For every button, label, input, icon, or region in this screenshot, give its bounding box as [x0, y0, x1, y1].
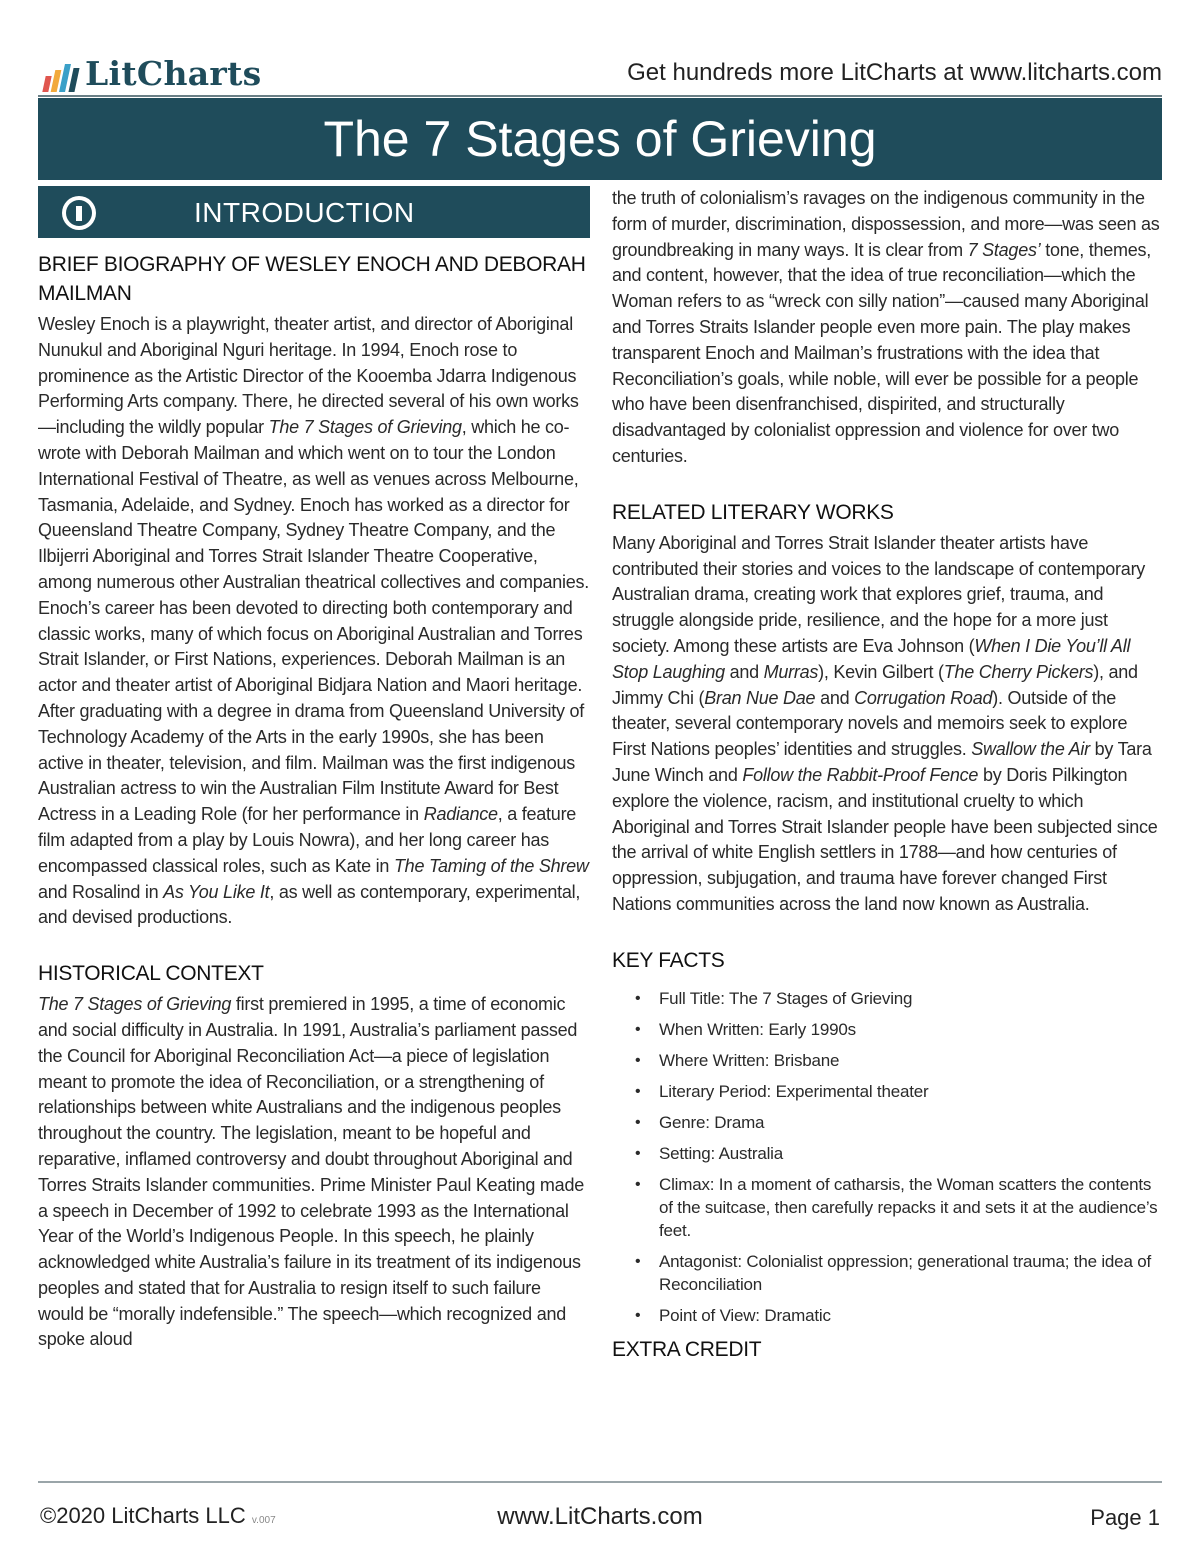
section-header-introduction — [38, 186, 590, 238]
historical-paragraph-continued: the truth of colonialism’s ravages on the indigenous community in the form of murder, discrimination, dispossession, and more—was seen as groundbreaking in many ways. It is clear from 7 Stages’ tone, themes, and content, however, that the idea of true reconciliation—which the Woman refers to as “wreck con silly nation”—caused many Aboriginal and Torres Straits Islander people even more pain. The play makes transparent Enoch and Mailman’s frustrations with the idea that Reconciliation’s goals, while noble, will ever be possible for a people who have been disenfranchised, dispirited, and structurally disadvantaged by colonialist oppression and violence for over two centuries. — [612, 188, 1160, 466]
page-number: Page 1 — [1090, 1505, 1160, 1530]
list-item: • Full Title: The 7 Stages of Grieving — [612, 987, 1162, 1010]
section-title: INTRODUCTION — [194, 197, 415, 228]
list-item: • When Written: Early 1990s — [612, 1018, 1162, 1041]
right-column — [612, 186, 1162, 1364]
bio-heading: BRIEF BIOGRAPHY OF WESLEY ENOCH AND DEBORAH MAILMAN — [38, 253, 586, 305]
historical-paragraph: The 7 Stages of Grieving first premiered in 1995, a time of economic and social difficulty in Australia. In 1991, Australia’s parliament passed the Council for Aboriginal Reconciliation Act—a piece of legislation meant to promote the idea of Reconciliation, or a strengthening of relationships between white Australians and the indigenous peoples throughout the country. The legislation, meant to be hopeful and reparative, inflamed controversy and doubt throughout Aboriginal and Torres Straits Islander communities. Prime Minister Paul Keating made a speech in December of 1992 to celebrate 1993 as the International Year of the World’s Indigenous People. In this speech, he plainly acknowledged white Australia’s failure in its treatment of its indigenous peoples and stated that for Australia to resign itself to such failure would be “morally indefensible.” The speech—which recognized and spoke aloud — [38, 994, 584, 1350]
document-title: The 7 Stages of Grieving — [38, 98, 1162, 180]
list-item: • Where Written: Brisbane — [612, 1049, 1162, 1072]
left-column — [38, 186, 590, 1353]
bio-paragraph: Wesley Enoch is a playwright, theater artist, and director of Aboriginal Nunukul and Aboriginal Nguri heritage. In 1994, Enoch rose to prominence as the Artistic Director of the Kooemba Jdarra Indigenous Performing Arts company. There, he directed several of his own works—including the wildly popular The 7 Stages of Grieving, which he co-wrote with Deborah Mailman and which went on to tour the London International Festival of Theatre, as well as venues across Melbourne, Tasmania, Adelaide, and Sydney. Enoch has worked as a director for Queensland Theatre Company, Sydney Theatre Company, and the Ilbijerri Aboriginal and Torres Strait Islander Theatre Cooperative, among numerous other Australian theatrical collectives and companies. Enoch’s career has been devoted to directing both contemporary and classic works, many of which focus on Aboriginal Australian and Torres Strait Islander, or First Nations, experiences. Deborah Mailman is an actor and theater artist of Aboriginal Bidjara Nation and Maori heritage. After graduating with a degree in drama from Queensland University of Technology Academy of the Arts in the early 1990s, she has been active in theater, television, and film. Mailman was the first indigenous Australian actress to win the Australian Film Institute Award for Best Actress in a Leading Role (for her performance in Radiance, a feature film adapted from a play by Louis Nowra), and her long career has encompassed classical roles, such as Kate in The Taming of the Shrew and Rosalind in As You Like It, as well as contemporary, experimental, and devised productions. — [38, 314, 590, 928]
key-facts-list — [612, 987, 1162, 1327]
related-paragraph: Many Aboriginal and Torres Strait Islander theater artists have contributed their stories and voices to the landscape of contemporary Australian drama, creating work that explores grief, trauma, and struggle alongside pride, resilience, and the hope for a more just society. Among these artists are Eva Johnson (When I Die You’ll All Stop Laughing and Murras), Kevin Gilbert (The Cherry Pickers), and Jimmy Chi (Bran Nue Dae and Corrugation Road). Outside of the theater, several contemporary novels and memoirs seek to explore First Nations peoples’ identities and struggles. Swallow the Air by Tara June Winch and Follow the Rabbit-Proof Fence by Doris Pilkington explore the violence, racism, and institutional cruelty to which Aboriginal and Torres Strait Islander people have been subjected since the arrival of white English settlers in 1788—and how centuries of oppression, subjugation, and trauma have forever changed First Nations communities across the land now known as Australia. — [612, 532, 1158, 914]
extra-credit-heading: EXTRA CREDIT — [612, 1337, 762, 1361]
page-header — [38, 50, 1162, 96]
logo-text: LitCharts — [85, 54, 262, 93]
footer-site-link[interactable]: www.LitCharts.com — [497, 1503, 703, 1530]
footer-copyright: ©2020 LitCharts LLC v.007 — [40, 1503, 276, 1528]
version-label: v.007 — [251, 1515, 276, 1526]
litcharts-logo[interactable] — [44, 52, 262, 92]
key-facts-heading: KEY FACTS — [612, 948, 725, 972]
list-item: • Setting: Australia — [612, 1142, 1162, 1165]
historical-heading: HISTORICAL CONTEXT — [38, 962, 264, 986]
list-item: • Climax: In a moment of catharsis, the Woman scatters the contents of the suitcase, then carefully repacks it and sets it at the audience’s feet. — [612, 1173, 1162, 1242]
list-item: • Genre: Drama — [612, 1111, 1162, 1134]
logo-bars-icon — [44, 64, 77, 92]
info-icon — [62, 196, 96, 230]
related-heading: RELATED LITERARY WORKS — [612, 500, 894, 524]
footer-divider — [38, 1481, 1162, 1483]
header-divider — [38, 95, 1162, 97]
list-item: • Antagonist: Colonialist oppression; generational trauma; the idea of Reconciliation — [612, 1250, 1162, 1296]
header-tagline[interactable]: Get hundreds more LitCharts at www.litcharts.com — [627, 59, 1162, 86]
list-item: • Literary Period: Experimental theater — [612, 1080, 1162, 1103]
list-item: • Point of View: Dramatic — [612, 1304, 1162, 1327]
